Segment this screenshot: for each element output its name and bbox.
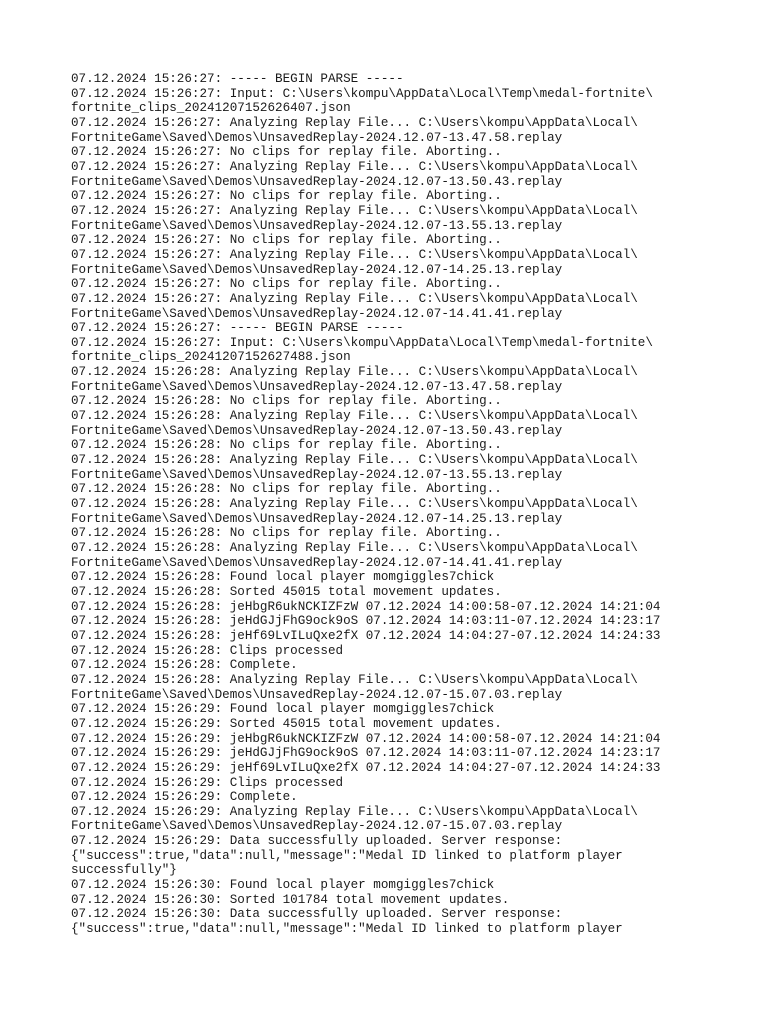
log-line: FortniteGame\Saved\Demos\UnsavedReplay-2024.12.07-13.55.13.replay <box>71 218 563 233</box>
log-line: 07.12.2024 15:26:27: ----- BEGIN PARSE ----- <box>71 321 404 336</box>
log-line: FortniteGame\Saved\Demos\UnsavedReplay-2024.12.07-15.07.03.replay <box>71 687 563 702</box>
log-line: 07.12.2024 15:26:28: Analyzing Replay File... C:\Users\kompu\AppData\Local\ <box>71 453 638 468</box>
log-line: 07.12.2024 15:26:27: ----- BEGIN PARSE ----- <box>71 72 404 86</box>
log-line: 07.12.2024 15:26:28: No clips for replay file. Aborting.. <box>71 482 502 497</box>
log-line: 07.12.2024 15:26:28: jeHdGJjFhG9ock9oS 07.12.2024 14:03:11-07.12.2024 14:23:17 <box>71 614 661 629</box>
log-line: 07.12.2024 15:26:28: Analyzing Replay File... C:\Users\kompu\AppData\Local\ <box>71 541 638 555</box>
log-line: fortnite_clips_20241207152627488.json <box>71 350 351 365</box>
log-line: {"success":true,"data":null,"message":"Medal ID linked to platform player <box>71 922 623 937</box>
log-line: FortniteGame\Saved\Demos\UnsavedReplay-2024.12.07-15.07.03.replay <box>71 819 563 834</box>
log-line: 07.12.2024 15:26:29: Found local player momgiggles7chick <box>71 702 495 717</box>
log-line: FortniteGame\Saved\Demos\UnsavedReplay-2024.12.07-13.47.58.replay <box>71 130 563 145</box>
log-line: 07.12.2024 15:26:28: Clips processed <box>71 643 344 658</box>
log-line: 07.12.2024 15:26:28: Analyzing Replay File... C:\Users\kompu\AppData\Local\ <box>71 409 638 424</box>
log-line: FortniteGame\Saved\Demos\UnsavedReplay-2024.12.07-14.25.13.replay <box>71 262 563 277</box>
log-line: 07.12.2024 15:26:27: No clips for replay file. Aborting.. <box>71 233 502 248</box>
log-line: 07.12.2024 15:26:27: Analyzing Replay File... C:\Users\kompu\AppData\Local\ <box>71 247 638 262</box>
log-line: 07.12.2024 15:26:28: Analyzing Replay File... C:\Users\kompu\AppData\Local\ <box>71 672 638 687</box>
log-line: 07.12.2024 15:26:27: Analyzing Replay File... C:\Users\kompu\AppData\Local\ <box>71 115 638 130</box>
log-line: successfully"} <box>71 863 177 878</box>
log-line: 07.12.2024 15:26:27: No clips for replay file. Aborting.. <box>71 277 502 292</box>
log-line: 07.12.2024 15:26:27: Input: C:\Users\kompu\AppData\Local\Temp\medal-fortnite\ <box>71 86 653 101</box>
log-line: 07.12.2024 15:26:28: jeHf69LvILuQxe2fX 07.12.2024 14:04:27-07.12.2024 14:24:33 <box>71 628 661 643</box>
log-document <box>71 72 731 937</box>
log-line: 07.12.2024 15:26:28: Analyzing Replay File... C:\Users\kompu\AppData\Local\ <box>71 497 638 512</box>
log-line: 07.12.2024 15:26:30: Sorted 101784 total movement updates. <box>71 892 510 907</box>
log-line: FortniteGame\Saved\Demos\UnsavedReplay-2024.12.07-13.47.58.replay <box>71 379 563 394</box>
log-line: fortnite_clips_20241207152626407.json <box>71 101 351 116</box>
log-line: 07.12.2024 15:26:27: No clips for replay file. Aborting.. <box>71 145 502 160</box>
log-line: 07.12.2024 15:26:28: jeHbgR6ukNCKIZFzW 07.12.2024 14:00:58-07.12.2024 14:21:04 <box>71 599 661 614</box>
log-line: 07.12.2024 15:26:30: Data successfully uploaded. Server response: <box>71 907 563 922</box>
log-line: 07.12.2024 15:26:28: No clips for replay file. Aborting.. <box>71 394 502 409</box>
log-line: 07.12.2024 15:26:28: Complete. <box>71 658 298 673</box>
log-line: 07.12.2024 15:26:27: Analyzing Replay File... C:\Users\kompu\AppData\Local\ <box>71 203 638 218</box>
log-line: 07.12.2024 15:26:27: Analyzing Replay File... C:\Users\kompu\AppData\Local\ <box>71 159 638 174</box>
log-line: FortniteGame\Saved\Demos\UnsavedReplay-2024.12.07-14.41.41.replay <box>71 306 563 321</box>
log-line: 07.12.2024 15:26:29: jeHf69LvILuQxe2fX 07.12.2024 14:04:27-07.12.2024 14:24:33 <box>71 760 661 775</box>
log-line: 07.12.2024 15:26:28: Analyzing Replay File... C:\Users\kompu\AppData\Local\ <box>71 365 638 380</box>
log-line: 07.12.2024 15:26:30: Found local player momgiggles7chick <box>71 878 495 893</box>
log-line: 07.12.2024 15:26:27: No clips for replay file. Aborting.. <box>71 189 502 204</box>
log-line: 07.12.2024 15:26:29: Data successfully uploaded. Server response: <box>71 834 563 849</box>
log-line: FortniteGame\Saved\Demos\UnsavedReplay-2024.12.07-13.50.43.replay <box>71 423 563 438</box>
log-line: FortniteGame\Saved\Demos\UnsavedReplay-2024.12.07-13.55.13.replay <box>71 467 563 482</box>
log-line: 07.12.2024 15:26:27: Input: C:\Users\kompu\AppData\Local\Temp\medal-fortnite\ <box>71 335 653 350</box>
log-line: 07.12.2024 15:26:28: Found local player momgiggles7chick <box>71 570 495 585</box>
log-line: FortniteGame\Saved\Demos\UnsavedReplay-2024.12.07-13.50.43.replay <box>71 174 563 189</box>
log-line: 07.12.2024 15:26:28: Sorted 45015 total movement updates. <box>71 584 502 599</box>
log-line: 07.12.2024 15:26:29: jeHdGJjFhG9ock9oS 07.12.2024 14:03:11-07.12.2024 14:23:17 <box>71 746 661 761</box>
log-line: 07.12.2024 15:26:29: Sorted 45015 total movement updates. <box>71 716 502 731</box>
log-line: {"success":true,"data":null,"message":"Medal ID linked to platform player <box>71 848 623 863</box>
log-line: 07.12.2024 15:26:29: Clips processed <box>71 775 344 790</box>
log-line: 07.12.2024 15:26:29: Analyzing Replay File... C:\Users\kompu\AppData\Local\ <box>71 804 638 819</box>
log-line: 07.12.2024 15:26:28: No clips for replay file. Aborting.. <box>71 438 502 453</box>
log-line: FortniteGame\Saved\Demos\UnsavedReplay-2024.12.07-14.41.41.replay <box>71 555 563 570</box>
log-line: 07.12.2024 15:26:28: No clips for replay file. Aborting.. <box>71 526 502 541</box>
log-line: FortniteGame\Saved\Demos\UnsavedReplay-2024.12.07-14.25.13.replay <box>71 511 563 526</box>
log-line: 07.12.2024 15:26:29: Complete. <box>71 790 298 805</box>
log-line: 07.12.2024 15:26:29: jeHbgR6ukNCKIZFzW 07.12.2024 14:00:58-07.12.2024 14:21:04 <box>71 731 661 746</box>
log-line: 07.12.2024 15:26:27: Analyzing Replay File... C:\Users\kompu\AppData\Local\ <box>71 291 638 306</box>
